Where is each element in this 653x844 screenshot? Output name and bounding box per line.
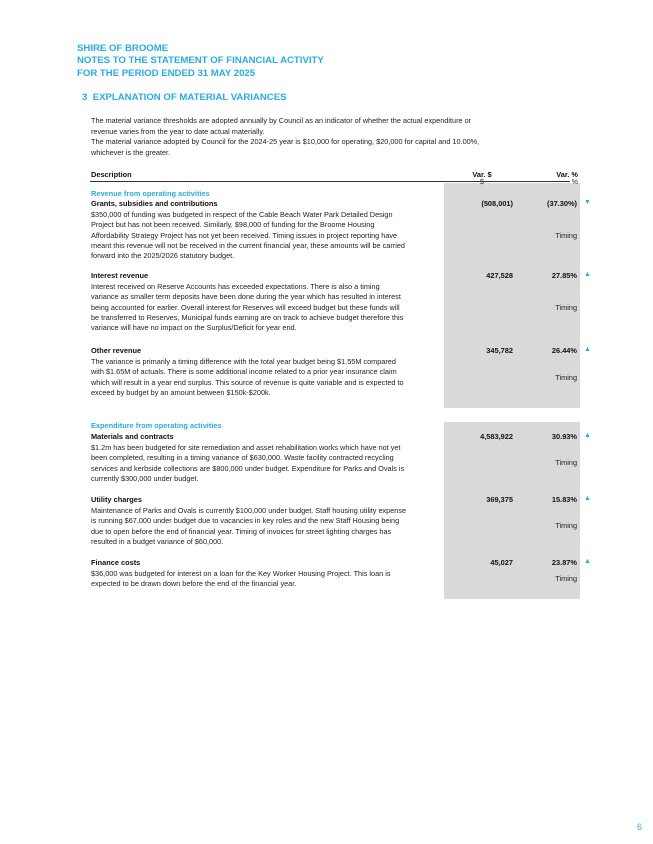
column-header-var-amount: Var. $ [472,170,492,179]
desc-line: being accounted for earlier. Overall interest for Reserves will exceed budget but these funds will [91,302,400,312]
desc-line: currently $300,000 under budget. [91,473,199,483]
desc-line: $1.2m has been budgeted for site remediation and asset rehabilitation works which have not yet [91,443,401,452]
header-line-2: NOTES TO THE STATEMENT OF FINANCIAL ACTIVITY [77,55,324,67]
variance-item-interest [91,271,591,333]
variance-amount: 427,528 [486,271,513,280]
desc-line: Interest received on Reserve Accounts has exceeded expectations. There is also a timing [91,282,380,291]
desc-line: $350,000 of funding was budgeted in respect of the Cable Beach Water Park Detailed Design [91,210,393,219]
variance-amount: (508,001) [481,199,513,208]
variance-pct: 30.93% [551,432,577,441]
arrow-up-icon: ▲ [584,432,591,439]
arrow-up-icon: ▲ [584,558,591,565]
desc-line: due to open before the end of financial year. Timing of invoices for street lighting charges has [91,526,392,536]
variance-type: Timing [555,373,577,382]
desc-line: meant this revenue will not be received in the current financial year, these amounts will be carried [91,240,405,250]
desc-line: $36,000 was budgeted for interest on a loan for the Key Worker Housing Project. This loan is [91,569,391,578]
intro-line: The material variance thresholds are adopted annually by Council as an indicator of whether the actual expenditure or [91,116,472,125]
desc-line: services and kerbside collections are $800,000 under budget. Expenditure for Parks and Ovals is [91,463,405,473]
unit-pct: % [571,179,578,186]
desc-line: been completed, resulting in a timing variance of $630,000. Waste facility contracted recycling [91,453,394,463]
variance-item-finance [91,558,591,590]
variance-amount: 4,583,922 [480,432,513,441]
intro-line: The material variance adopted by Council for the 2024-25 year is $10,000 for operating, $20,000 for capital and 10.00%, [91,137,480,147]
item-description [91,282,433,333]
expenditure-heading: Expenditure from operating activities [91,421,222,430]
arrow-down-icon: ▼ [584,199,591,206]
section-title-text: EXPLANATION OF MATERIAL VARIANCES [92,92,287,103]
variance-pct: (37.30%) [547,199,577,208]
header-line-1: SHIRE OF BROOME [77,43,169,54]
desc-line: resulted in a budget variance of $60,000. [91,536,224,546]
item-description [91,357,433,398]
variance-pct: 15.83% [551,495,577,504]
variance-pct: 26.44% [551,346,577,355]
variance-pct: 23.87% [551,558,577,567]
variance-amount: 369,375 [486,495,513,504]
variance-item-utility [91,495,591,547]
desc-line: which will result in a year end surplus. This source of revenue is quite variable and is expected to [91,377,404,387]
variance-item-other-revenue [91,346,591,398]
intro-line: revenue varies from the year to date actual materially. [91,126,265,136]
item-description [91,210,433,261]
intro-text [91,116,541,158]
variance-type: Timing [555,303,577,312]
item-description [91,569,433,590]
desc-line: Affordability Strategy Project has not yet been received. Timing issues in project reporting have [91,230,398,240]
desc-line: with $1.65M of actuals. There is some additional income related to a prior year insurance claim [91,367,397,377]
item-title: Utility charges [91,495,142,504]
desc-line: expected to be drawn down before the end of the financial year. [91,579,297,589]
arrow-up-icon: ▲ [584,495,591,502]
arrow-up-icon: ▲ [584,271,591,278]
desc-line: variance as smaller term deposits have been done during the year which has resulted in interest [91,292,401,302]
column-header-var-pct: Var. % [556,170,578,179]
item-description [91,506,433,547]
desc-line: variance will have no impact on the Surplus/Deficit for year end. [91,323,297,333]
section-title [82,92,287,103]
variance-amount: 45,027 [490,558,513,567]
desc-line: is running $67,000 under budget due to vacancies in key roles and the new Staff Housing being [91,516,400,526]
variance-type: Timing [555,521,577,530]
variance-amount: 345,782 [486,346,513,355]
variance-item-materials [91,432,591,484]
variance-type: Timing [555,574,577,583]
item-title: Materials and contracts [91,432,174,441]
item-title: Grants, subsidies and contributions [91,199,218,208]
revenue-heading: Revenue from operating activities [91,189,210,198]
item-title: Other revenue [91,346,142,355]
variance-type: Timing [555,231,577,240]
desc-line: be transferred to Reserves, Municipal funds earning are on track to achieve budget therefore this [91,312,404,322]
section-number: 3 [82,92,88,103]
unit-amount: $ [480,179,484,186]
variance-pct: 27.85% [551,271,577,280]
item-title: Finance costs [91,558,141,567]
page-number: 6 [637,822,643,832]
desc-line: forward into the 2025/2026 statutory budget. [91,251,235,261]
column-header-description: Description [91,170,132,179]
intro-line: whichever is the greater. [91,147,171,157]
item-description [91,443,433,484]
header-line-3: FOR THE PERIOD ENDED 31 MAY 2025 [77,67,256,79]
report-header [77,43,324,80]
desc-line: Project but has not been received. Similarly, $98,000 of funding for the Broome Housing [91,220,375,230]
variance-type: Timing [555,458,577,467]
variance-item-grants [91,199,591,261]
desc-line: The variance is primarily a timing difference with the total year budget being $1.55M compared [91,357,396,366]
arrow-up-icon: ▲ [584,346,591,353]
desc-line: Maintenance of Parks and Ovals is currently $100,000 under budget. Staff housing utility expense [91,506,407,515]
desc-line: exceed by budget by an amount between $150k-$200k. [91,387,271,397]
item-title: Interest revenue [91,271,149,280]
